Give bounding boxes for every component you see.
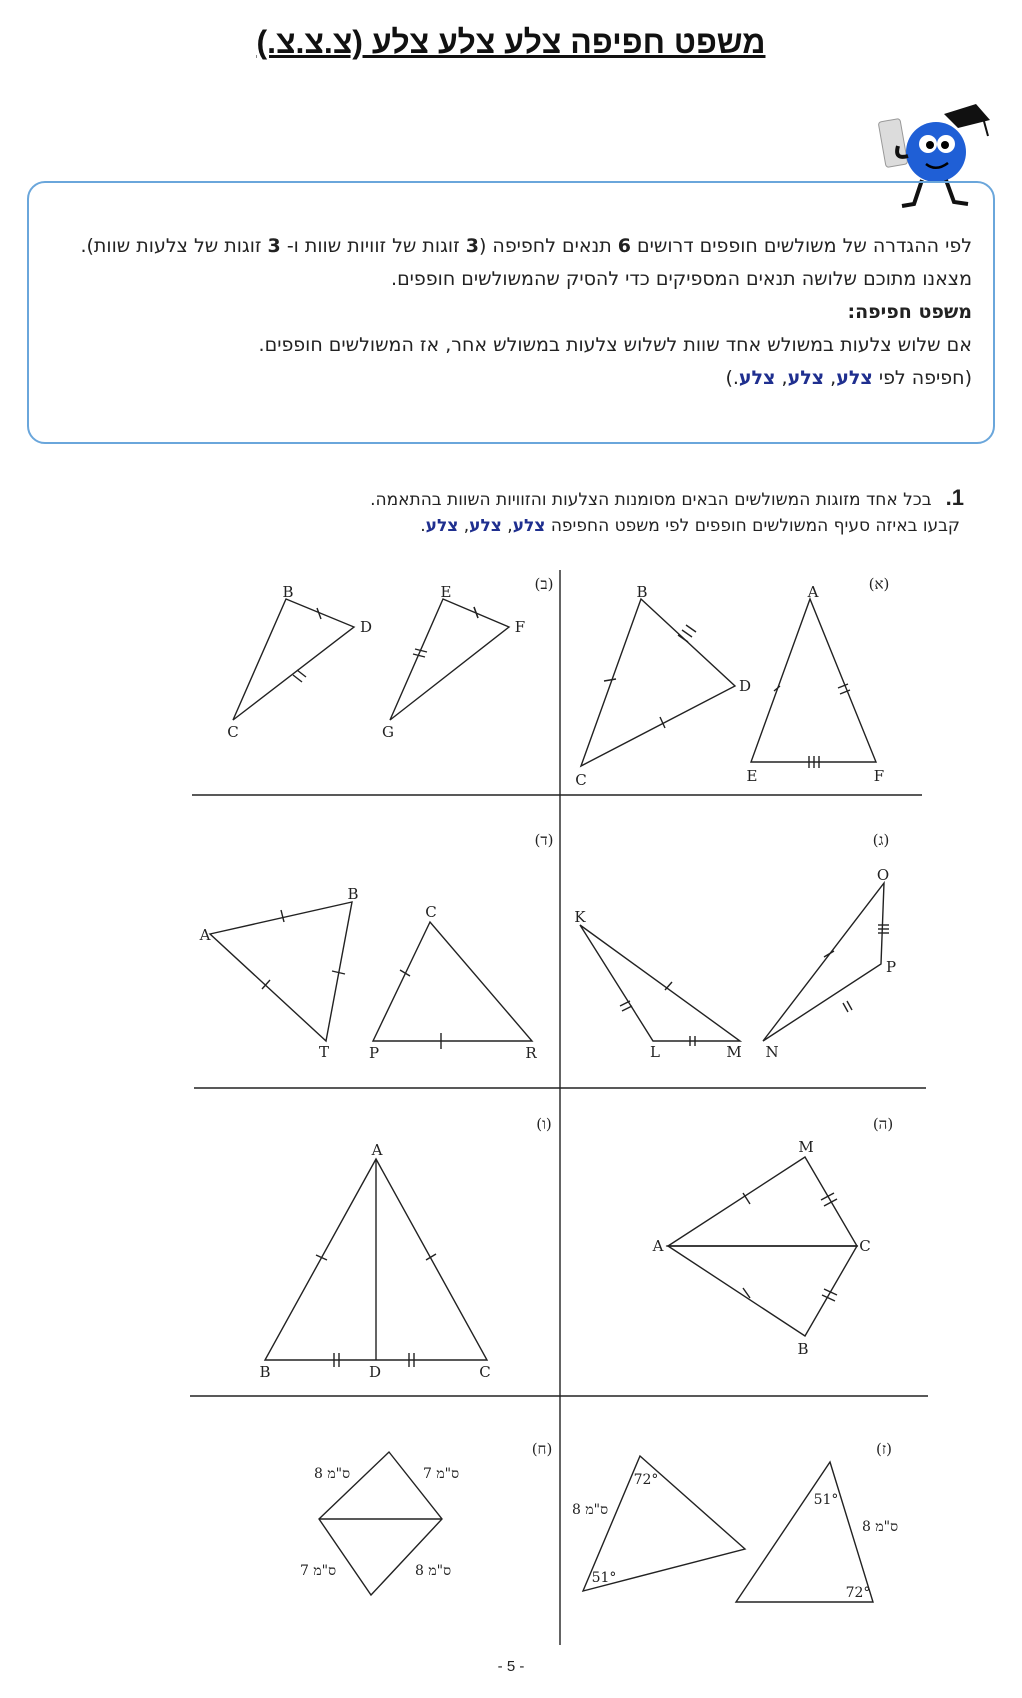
question-1-prompt: 1.בכל אחד מזוגות המשולשים הבאים מסומנות הצלעות והזוויות השוות בהתאמה. [370, 485, 964, 510]
section-label-v: (ו) [536, 1115, 552, 1133]
vertex-label: B [282, 583, 294, 601]
vertex-label: B [636, 583, 648, 601]
vertex-label: R [525, 1044, 537, 1062]
triangle-EFG [390, 599, 509, 720]
vertex-label: E [440, 583, 452, 601]
question-number: 1. [945, 485, 964, 510]
section-label-h: (ה) [872, 1115, 894, 1133]
angle-label: 72° [633, 1472, 659, 1488]
side-length-label: 7 ס"מ [299, 1563, 337, 1579]
vertex-label: G [382, 723, 394, 741]
vertex-label: D [738, 677, 752, 695]
page-number: - 5 - [497, 1658, 525, 1675]
vertex-label: M [726, 1043, 742, 1061]
section-label-ch: (ח) [531, 1440, 553, 1458]
vertex-label: F [873, 767, 885, 785]
vertex-label: C [859, 1237, 871, 1255]
side-length-label: 8 ס"מ [571, 1502, 609, 1518]
theorem-name: (חפיפה לפי צלע, צלע, צלע.) [725, 367, 972, 389]
side-length-label: 7 ס"מ [422, 1466, 460, 1482]
vertex-label: B [797, 1340, 809, 1358]
page-title: משפט חפיפה צלע צלע צלע (צ.צ.צ.) [256, 24, 766, 60]
vertex-label: P [368, 1044, 380, 1062]
section-label-a: (א) [868, 575, 890, 593]
section-label-b: (ב) [534, 575, 554, 593]
section-label-g: (ג) [872, 831, 890, 849]
vertex-label: F [514, 618, 526, 636]
theorem-heading: משפט חפיפה: [847, 301, 972, 323]
vertex-label: D [359, 618, 373, 636]
vertex-label: L [650, 1043, 660, 1061]
vertex-label: K [574, 908, 586, 926]
vertex-label: O [876, 866, 890, 884]
triangle-AEF [751, 599, 876, 762]
angle-label: 51° [591, 1570, 617, 1586]
triangle-ABT [210, 902, 352, 1041]
section-label-d: (ד) [534, 831, 554, 849]
vertex-label: P [885, 958, 897, 976]
vertex-label: N [765, 1043, 779, 1061]
angle-label: 51° [813, 1492, 839, 1508]
vertex-label: C [227, 723, 239, 741]
vertex-label: A [807, 583, 819, 601]
theorem-statement: אם שלוש צלעות במשולש אחד שוות לשלוש צלעות במשולש אחר, אז המשולשים חופפים. [258, 334, 972, 356]
section-label-z: (ז) [876, 1440, 892, 1458]
triangle-z-right [736, 1462, 873, 1602]
triangle-KLM [580, 925, 740, 1041]
triangle-BDC [581, 599, 735, 766]
vertex-label: T [318, 1043, 330, 1061]
triangle-OPN [763, 883, 884, 1041]
triangle-AMC [668, 1157, 857, 1246]
vertex-label: A [371, 1141, 383, 1159]
angle-label: 72° [845, 1585, 871, 1601]
definition-line-2: מצאנו מתוכם שלושה תנאים המספיקים כדי להסיק שהמשולשים חופפים. [391, 268, 972, 290]
side-length-label: 8 ס"מ [313, 1466, 351, 1482]
definition-line-1: לפי ההגדרה של משולשים חופפים דרושים 6 תנאים לחפיפה (3 זוגות של זוויות שוות ו- 3 זוגות של צלעות שוות). [80, 235, 972, 257]
vertex-label: C [425, 903, 437, 921]
question-1-instruction: קבעו באיזה סעיף המשולשים חופפים לפי משפט החפיפה צלע, צלע, צלע. [420, 516, 960, 536]
vertex-label: A [199, 926, 211, 944]
vertex-label: A [652, 1237, 664, 1255]
triangle-CPR [373, 922, 532, 1041]
vertex-label: D [368, 1363, 382, 1381]
vertex-label: B [259, 1363, 271, 1381]
triangle-BDC-2 [233, 599, 354, 720]
vertex-label: M [798, 1138, 814, 1156]
side-length-label: 8 ס"מ [414, 1563, 452, 1579]
vertex-label: E [746, 767, 758, 785]
vertex-label: C [479, 1363, 491, 1381]
side-length-label: 8 ס"מ [861, 1519, 899, 1535]
vertex-label: C [575, 771, 587, 789]
vertex-label: B [347, 885, 359, 903]
